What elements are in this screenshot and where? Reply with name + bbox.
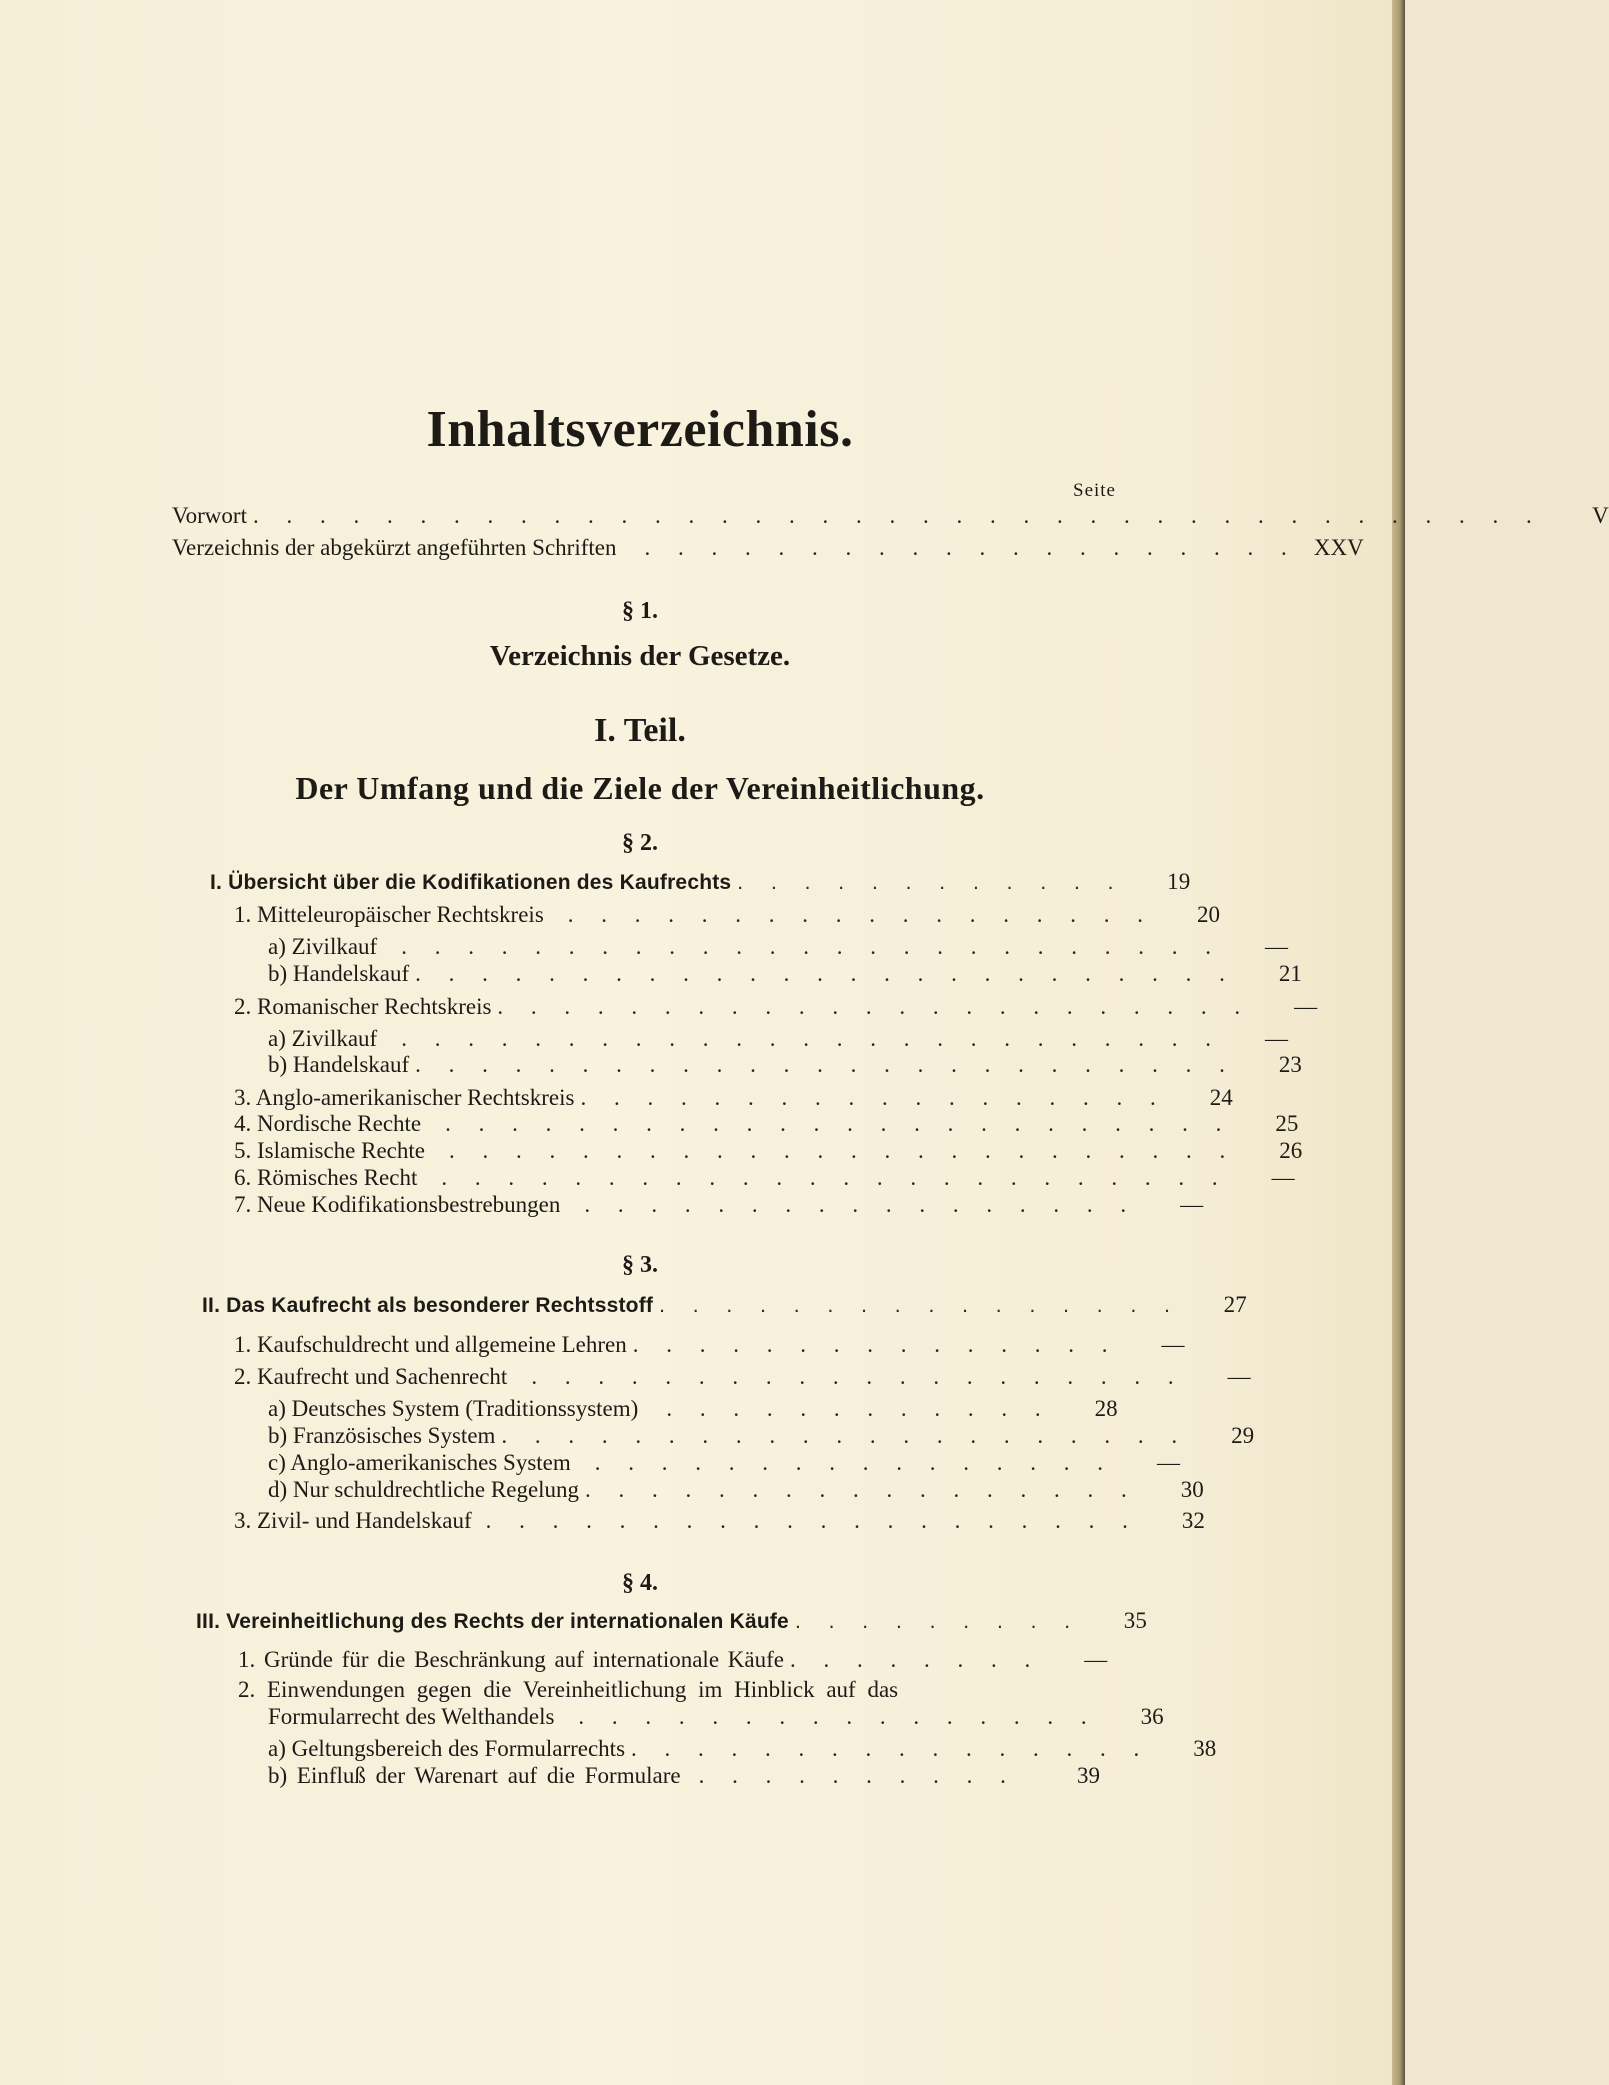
leader-dots: . . . . . . . . . . . . . . . . . . . . . . . . . (401, 1026, 1222, 1051)
toc-entry (202, 1292, 1247, 1322)
leader-dots: . . . . . . . . . . . . . . . . . . . . (531, 1364, 1185, 1389)
toc-entry-label: a) Geltungsbereich des Formularrechts (268, 1736, 626, 1761)
leader-dots: . . . . . . . . . . . . . . . . (578, 1704, 1098, 1729)
toc-entry-label: a) Deutsches System (Traditionssystem) (268, 1396, 639, 1421)
leader-dots: . . . . . . . . . . . . . . . . . (585, 1477, 1138, 1502)
leader-dots: . . . . . . . . . . . . . . . . . . . . (485, 1508, 1139, 1533)
toc-entry-label: 1. Gründe für die Beschränkung auf internationale Käufe (238, 1647, 784, 1672)
toc-entry-label: b) Handelskauf (268, 1052, 410, 1077)
toc-entry (268, 1736, 1217, 1766)
toc-entry-label: 1. Kaufschuldrecht und allgemeine Lehren (234, 1332, 627, 1357)
toc-entry (234, 994, 1318, 1024)
toc-entry-label: I. Übersicht über die Kodifikationen des Kaufrechts (210, 871, 732, 894)
leader-dots: . . . . . . . . . . . . . . . . . . . . (644, 535, 1298, 560)
toc-entry-label: 2. Einwendungen gegen die Vereinheitlichung im Hinblick auf das (238, 1677, 899, 1702)
toc-entry (268, 1423, 1255, 1453)
leader-dots: . . . . . . . . . . . . . . . . . . . . . . . . (445, 1111, 1233, 1136)
toc-entry-label: 6. Römisches Recht (234, 1165, 418, 1190)
part-number: I. Teil. (594, 712, 686, 749)
toc-entry (234, 1192, 1204, 1222)
toc-entry-page: 39 (1077, 1763, 1100, 1788)
leader-dots: . . . . . . . . . . . . . . . . . . . . . . . . . (415, 1052, 1236, 1077)
toc-entry-page: 29 (1231, 1423, 1255, 1448)
toc-entry-label: 7. Neue Kodifikationsbestrebungen (234, 1192, 561, 1217)
toc-entry (268, 1704, 1164, 1734)
toc-entry-page: 27 (1223, 1292, 1247, 1317)
toc-entry-label: b) Französisches System (268, 1423, 496, 1448)
section-number: § 4. (622, 1570, 658, 1596)
toc-entry (268, 1396, 1118, 1426)
toc-entry (172, 503, 1609, 533)
toc-entry (268, 1052, 1302, 1082)
toc-entry (234, 1508, 1205, 1538)
toc-entry-page: 21 (1278, 961, 1302, 986)
section-heading: Verzeichnis der Gesetze. (489, 640, 791, 672)
toc-entry (268, 1450, 1181, 1480)
toc-entry-page: V (1592, 503, 1609, 528)
toc-entry (172, 535, 1364, 565)
leader-dots: . . . . . . . . . . . . . . . . . . . . . . . . . (415, 961, 1236, 986)
toc-entry-page: — (1084, 1647, 1108, 1672)
page-column-label: Seite (1073, 480, 1116, 501)
page-edge (1392, 0, 1405, 2085)
toc-entry (268, 1477, 1204, 1507)
toc-entry-page: 26 (1279, 1138, 1303, 1163)
toc-entry-page: XXV (1313, 535, 1364, 560)
toc-entry-page: 23 (1278, 1052, 1302, 1077)
toc-entry-label: III. Vereinheitlichung des Rechts der internationalen Käufe (196, 1610, 789, 1633)
toc-entry-label: c) Anglo-amerikanisches System (268, 1450, 571, 1475)
toc-entry-label: a) Zivilkauf (268, 934, 378, 959)
toc-entry-page: — (1227, 1364, 1251, 1389)
toc-entry-label: II. Das Kaufrecht als besonderer Rechtsstoff (202, 1294, 654, 1317)
toc-entry-page: — (1264, 934, 1288, 959)
toc-entry-page: 36 (1140, 1704, 1164, 1729)
toc-entry (234, 1111, 1299, 1141)
toc-entry-label: 2. Kaufrecht und Sachenrecht (234, 1364, 508, 1389)
toc-entry-page: 19 (1167, 869, 1191, 894)
toc-entry-page: 28 (1094, 1396, 1118, 1421)
toc-entry (234, 1165, 1295, 1195)
toc-entry-label: a) Zivilkauf (268, 1026, 378, 1051)
toc-entry-label: Formularrecht des Welthandels (268, 1704, 555, 1729)
toc-entry-page: — (1271, 1165, 1295, 1190)
page-title: Inhaltsverzeichnis. (426, 401, 854, 458)
leader-dots: . . . . . . . . . . . . . . . . . . . . . . . . . . . . . . . . . . . . . . . (252, 503, 1543, 528)
toc-entry-page: 30 (1180, 1477, 1204, 1502)
toc-entry-page: 38 (1193, 1736, 1217, 1761)
toc-entry-page: 20 (1197, 902, 1221, 927)
leader-dots: . . . . . . . . . . . . . . . . . . . . . . . . . (401, 934, 1222, 959)
toc-entry (234, 902, 1221, 932)
leader-dots: . . . . . . . . . . . . . . . . . . . . . . . (497, 994, 1252, 1019)
leader-dots: . . . . . . . . . (794, 1610, 1082, 1633)
toc-entry-page: 25 (1275, 1111, 1299, 1136)
toc-entry-label: 3. Anglo-amerikanischer Rechtskreis (234, 1085, 575, 1110)
leader-dots: . . . . . . . . . . . . . . . . (594, 1450, 1115, 1475)
leader-dots: . . . . . . . . . . . . . . . . . (584, 1192, 1138, 1217)
section-number: § 3. (622, 1252, 658, 1278)
toc-entry-label: Verzeichnis der abgekürzt angeführten Schriften (172, 535, 617, 560)
toc-entry (238, 1647, 1108, 1677)
leader-dots: . . . . . . . . . . . . . . . . (631, 1736, 1151, 1761)
toc-entry-label: 3. Zivil- und Handelskauf (234, 1508, 472, 1533)
toc-entry (268, 961, 1302, 991)
toc-entry-label: 2. Romanischer Rechtskreis (234, 994, 492, 1019)
toc-entry-label: 1. Mitteleuropäischer Rechtskreis (234, 902, 544, 927)
leader-dots: . . . . . . . . . . (698, 1763, 1017, 1788)
toc-entry-page: — (1294, 994, 1318, 1019)
toc-entry-page: 35 (1123, 1608, 1148, 1633)
toc-entry (234, 1364, 1251, 1394)
toc-entry (268, 934, 1288, 964)
leader-dots: . . . . . . . . . . . . (666, 1396, 1052, 1421)
toc-entry-label: Vorwort (172, 503, 247, 528)
leader-dots: . . . . . . . . . . . . (737, 871, 1125, 894)
toc-entry-label: 5. Islamische Rechte (234, 1138, 425, 1163)
leader-dots: . . . . . . . . . . . . . . . . (659, 1294, 1181, 1317)
leader-dots: . . . . . . . . . . . . . . . . . . . . . (501, 1423, 1189, 1448)
toc-entry-page: 32 (1181, 1508, 1205, 1533)
leader-dots: . . . . . . . . . . . . . . . . . . (567, 902, 1155, 927)
toc-entry (196, 1608, 1148, 1638)
toc-entry (268, 1763, 1100, 1793)
toc-entry-label: b) Einfluß der Warenart auf die Formulare (268, 1763, 681, 1788)
leader-dots: . . . . . . . . . . . . . . . . . . . . . . . . (441, 1165, 1229, 1190)
toc-entry-page: — (1180, 1192, 1204, 1217)
toc-entry (234, 1138, 1303, 1168)
toc-entry-label: 4. Nordische Rechte (234, 1111, 422, 1136)
leader-dots: . . . . . . . . . . . . . . . . . . (580, 1085, 1167, 1110)
toc-entry-page: — (1264, 1026, 1288, 1051)
toc-entry-label: d) Nur schuldrechtliche Regelung (268, 1477, 580, 1502)
leader-dots: . . . . . . . . . . . . . . . . . . . . . . . . (448, 1138, 1237, 1163)
toc-entry-page: — (1157, 1450, 1181, 1475)
section-number: § 2. (622, 830, 658, 856)
toc-entry (210, 869, 1191, 899)
toc-entry (234, 1332, 1185, 1362)
toc-entry-page: 24 (1209, 1085, 1233, 1110)
section-number: § 1. (622, 598, 658, 624)
toc-entry-page: — (1161, 1332, 1185, 1357)
part-heading: Der Umfang und die Ziele der Vereinheitlichung. (295, 770, 985, 806)
toc-entry-label: b) Handelskauf (268, 961, 410, 986)
leader-dots: . . . . . . . . . . . . . . . (632, 1332, 1119, 1357)
leader-dots: . . . . . . . . (789, 1647, 1042, 1672)
